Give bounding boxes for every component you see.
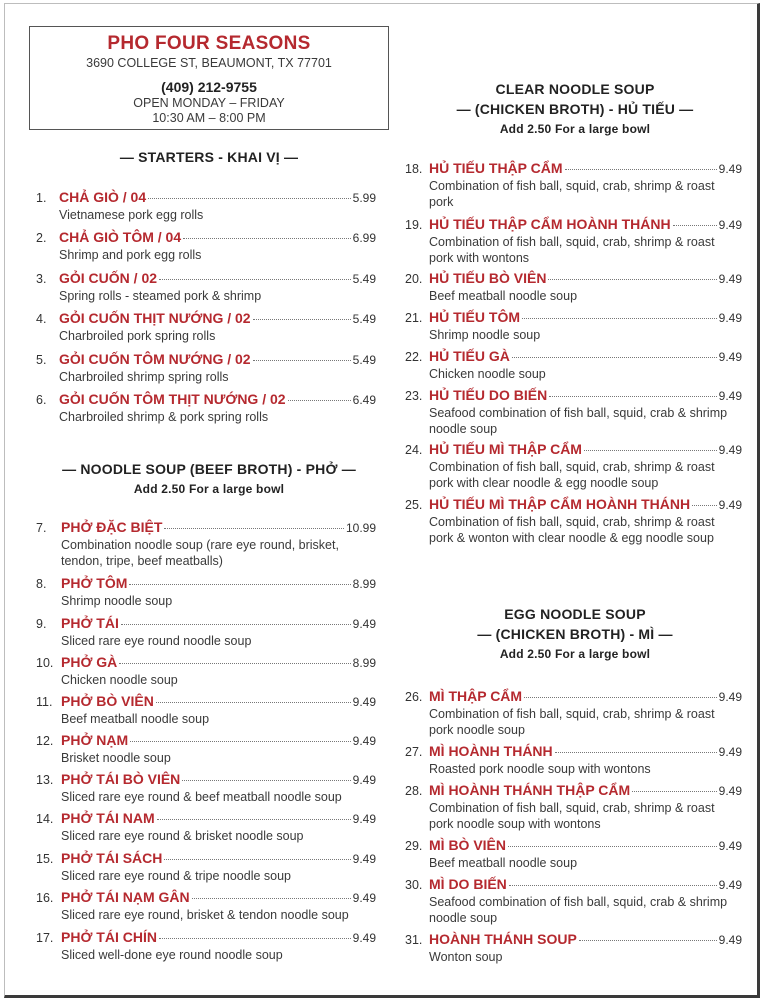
item-price: 5.49 <box>352 312 376 326</box>
item-price: 9.49 <box>718 443 742 457</box>
item-number: 30. <box>405 878 423 892</box>
item-number: 18. <box>405 162 423 176</box>
item-number: 31. <box>405 933 423 947</box>
item-price: 9.49 <box>718 933 742 947</box>
item-description: Charbroiled shrimp spring rolls <box>59 370 229 384</box>
item-price: 9.49 <box>718 878 742 892</box>
item-number: 1. <box>36 191 47 205</box>
item-description: Beef meatball noodle soup <box>429 856 578 870</box>
item-price: 9.49 <box>352 931 376 945</box>
item-title-row <box>61 519 376 535</box>
item-title-row <box>61 771 376 787</box>
item-number: 28. <box>405 784 423 798</box>
dot-leader <box>692 505 717 506</box>
item-description: Combination of fish ball, squid, crab, shrimp & roast pork <box>429 179 715 209</box>
item-name: PHỞ BÒ VIÊN <box>61 693 154 709</box>
item-price: 9.49 <box>718 389 742 403</box>
item-name: CHẢ GIÒ / 04 <box>59 189 147 205</box>
item-title-row <box>429 270 742 286</box>
item-name: PHỞ TÁI <box>61 615 119 631</box>
item-description: Shrimp noodle soup <box>61 594 173 608</box>
dot-leader <box>253 319 351 320</box>
item-name: HỦ TIẾU GÀ <box>429 348 510 364</box>
item-title-row <box>429 309 742 325</box>
item-name: GỎI CUỐN / 02 <box>59 270 158 286</box>
item-title-row <box>61 889 376 905</box>
item-description: Shrimp and pork egg rolls <box>59 248 202 262</box>
item-description: Spring rolls - steamed pork & shrimp <box>59 289 262 303</box>
item-price: 9.49 <box>718 690 742 704</box>
dot-leader <box>129 584 350 585</box>
item-price: 9.49 <box>718 745 742 759</box>
item-name: CHẢ GIÒ TÔM / 04 <box>59 229 182 245</box>
item-number: 23. <box>405 389 423 403</box>
dot-leader <box>182 780 350 781</box>
item-price: 9.49 <box>352 695 376 709</box>
item-title-row <box>429 216 742 232</box>
item-number: 13. <box>36 773 54 787</box>
item-name: PHỞ ĐẶC BIỆT <box>61 519 163 535</box>
dot-leader <box>164 528 344 529</box>
item-price: 5.49 <box>352 272 376 286</box>
item-name: GỎI CUỐN TÔM NƯỚNG / 02 <box>59 351 251 367</box>
item-title-row <box>429 160 742 176</box>
item-price: 9.49 <box>718 839 742 853</box>
item-number: 11. <box>36 695 53 709</box>
item-title-row <box>429 876 742 892</box>
item-description: Combination of fish ball, squid, crab, shrimp & roast pork & wonton with clear noodle & egg noodle soup <box>429 515 715 545</box>
item-description: Combination noodle soup (rare eye round, brisket, tendon, tripe, beef meatballs) <box>61 538 339 568</box>
item-price: 9.49 <box>718 350 742 364</box>
item-title-row <box>59 351 376 367</box>
pho-title: — NOODLE SOUP (BEEF BROTH) - PHỞ — <box>62 461 356 477</box>
item-number: 22. <box>405 350 423 364</box>
item-description: Shrimp noodle soup <box>429 328 541 342</box>
item-price: 9.49 <box>352 617 376 631</box>
pho-section-title <box>29 459 389 499</box>
item-description: Seafood combination of fish ball, squid, crab & shrimp noodle soup <box>429 406 728 436</box>
dot-leader <box>524 697 717 698</box>
dot-leader <box>156 702 351 703</box>
item-name: HỦ TIẾU MÌ THẬP CẨM <box>429 441 582 457</box>
item-description: Combination of fish ball, squid, crab, shrimp & roast pork noodle soup with wontons <box>429 801 715 831</box>
hu-tieu-subtitle: Add 2.50 For a large bowl <box>499 122 651 136</box>
item-description: Seafood combination of fish ball, squid, crab & shrimp noodle soup <box>429 895 728 925</box>
item-title-row <box>61 615 376 631</box>
item-number: 15. <box>36 852 54 866</box>
restaurant-phone: (409) 212-9755 <box>161 79 257 95</box>
item-description: Sliced rare eye round & tripe noodle soup <box>61 869 292 883</box>
item-number: 21. <box>405 311 423 325</box>
item-price: 9.49 <box>718 498 742 512</box>
item-title-row <box>61 575 376 591</box>
dot-leader <box>159 279 351 280</box>
item-title-row <box>61 929 376 945</box>
item-title-row <box>429 441 742 457</box>
item-description: Beef meatball noodle soup <box>429 289 578 303</box>
dot-leader <box>253 360 351 361</box>
item-number: 26. <box>405 690 423 704</box>
item-name: HỦ TIẾU DO BIẾN <box>429 387 548 403</box>
item-description: Sliced rare eye round & beef meatball noodle soup <box>61 790 342 804</box>
item-price: 8.99 <box>352 577 376 591</box>
item-name: MÌ HOÀNH THÁNH <box>429 743 553 759</box>
item-description: Combination of fish ball, squid, crab, shrimp & roast pork with wontons <box>429 235 715 265</box>
item-number: 27. <box>405 745 423 759</box>
item-title-row <box>429 837 742 853</box>
item-number: 10. <box>36 656 54 670</box>
hu-tieu-section-title <box>405 79 745 139</box>
item-price: 9.49 <box>352 812 376 826</box>
dot-leader <box>584 450 717 451</box>
item-number: 6. <box>36 393 47 407</box>
restaurant-name: PHO FOUR SEASONS <box>107 33 311 54</box>
item-name: PHỞ TÁI NAM <box>61 810 155 826</box>
restaurant-address: 3690 COLLEGE ST, BEAUMONT, TX 77701 <box>86 56 332 70</box>
item-price: 9.49 <box>718 218 742 232</box>
dot-leader <box>192 898 351 899</box>
item-name: PHỞ GÀ <box>61 654 118 670</box>
dot-leader <box>565 169 717 170</box>
mi-title-line1: EGG NOODLE SOUP <box>504 606 646 622</box>
item-price: 5.99 <box>352 191 376 205</box>
item-number: 17. <box>36 931 54 945</box>
item-number: 29. <box>405 839 423 853</box>
item-price: 9.49 <box>352 734 376 748</box>
item-description: Charbroiled shrimp & pork spring rolls <box>59 410 269 424</box>
item-number: 4. <box>36 312 47 326</box>
item-name: HỦ TIẾU THẬP CẨM HOÀNH THÁNH <box>429 216 671 232</box>
item-description: Wonton soup <box>429 950 503 964</box>
item-price: 9.49 <box>718 311 742 325</box>
item-number: 2. <box>36 231 47 245</box>
item-title-row <box>429 931 742 947</box>
item-description: Sliced rare eye round, brisket & tendon noodle soup <box>61 908 349 922</box>
item-title-row <box>61 654 376 670</box>
item-price: 6.49 <box>352 393 376 407</box>
item-name: PHỞ TÁI NẠM GÂN <box>61 889 190 905</box>
item-price: 9.49 <box>352 773 376 787</box>
dot-leader <box>632 791 716 792</box>
item-name: PHỞ TÁI CHÍN <box>61 929 157 945</box>
item-number: 19. <box>405 218 423 232</box>
dot-leader <box>130 741 350 742</box>
item-title-row <box>61 850 376 866</box>
open-hours: 10:30 AM – 8:00 PM <box>152 111 266 125</box>
item-name: PHỞ TÁI SÁCH <box>61 850 163 866</box>
item-number: 14. <box>36 812 54 826</box>
item-title-row <box>429 348 742 364</box>
dot-leader <box>522 318 717 319</box>
item-name: PHỞ TÔM <box>61 575 128 591</box>
item-title-row <box>429 782 742 798</box>
item-price: 9.49 <box>352 852 376 866</box>
item-title-row <box>61 732 376 748</box>
item-title-row <box>59 270 376 286</box>
item-description: Sliced rare eye round & brisket noodle soup <box>61 829 304 843</box>
item-title-row <box>61 693 376 709</box>
item-price: 10.99 <box>345 521 376 535</box>
item-name: HỦ TIẾU THẬP CẨM <box>429 160 563 176</box>
item-name: PHỞ TÁI BÒ VIÊN <box>61 771 181 787</box>
item-price: 9.49 <box>352 891 376 905</box>
item-name: MÌ BÒ VIÊN <box>429 837 507 853</box>
item-title-row <box>59 229 376 245</box>
item-name: HỦ TIẾU TÔM <box>429 309 520 325</box>
item-description: Chicken noodle soup <box>429 367 546 381</box>
dot-leader <box>548 279 716 280</box>
item-title-row <box>429 496 742 512</box>
starters-section-title: — STARTERS - KHAI VỊ — <box>119 149 299 165</box>
dot-leader <box>183 238 351 239</box>
item-name: GỎI CUỐN THỊT NƯỚNG / 02 <box>59 310 251 326</box>
item-description: Combination of fish ball, squid, crab, shrimp & roast pork with clear noodle & egg noodle soup <box>429 460 715 490</box>
item-title-row <box>61 810 376 826</box>
open-days: OPEN MONDAY – FRIDAY <box>133 96 285 110</box>
item-name: HỦ TIẾU MÌ THẬP CẨM HOÀNH THÁNH <box>429 496 691 512</box>
item-description: Combination of fish ball, squid, crab, shrimp & roast pork noodle soup <box>429 707 715 737</box>
dot-leader <box>673 225 717 226</box>
dot-leader <box>159 938 351 939</box>
item-description: Brisket noodle soup <box>61 751 171 765</box>
item-title-row <box>429 688 742 704</box>
item-name: MÌ HOÀNH THÁNH THẬP CẨM <box>429 782 631 798</box>
item-title-row <box>59 310 376 326</box>
dot-leader <box>555 752 717 753</box>
dot-leader <box>157 819 351 820</box>
item-price: 9.49 <box>718 162 742 176</box>
dot-leader <box>579 940 717 941</box>
item-description: Sliced well-done eye round noodle soup <box>61 948 283 962</box>
item-number: 5. <box>36 353 47 367</box>
item-price: 9.49 <box>718 784 742 798</box>
restaurant-header <box>29 26 389 130</box>
mi-title-line2: — (CHICKEN BROTH) - MÌ — <box>477 626 673 642</box>
item-name: HỦ TIẾU BÒ VIÊN <box>429 270 547 286</box>
item-number: 25. <box>405 498 423 512</box>
item-description: Chicken noodle soup <box>61 673 178 687</box>
item-number: 24. <box>405 443 423 457</box>
item-price: 8.99 <box>352 656 376 670</box>
dot-leader <box>121 624 351 625</box>
hu-tieu-title-line2: — (CHICKEN BROTH) - HỦ TIẾU — <box>456 101 694 117</box>
item-number: 9. <box>36 617 47 631</box>
item-name: HOÀNH THÁNH SOUP <box>429 931 577 947</box>
pho-subtitle: Add 2.50 For a large bowl <box>133 482 285 496</box>
item-name: MÌ DO BIẾN <box>429 876 507 892</box>
mi-subtitle: Add 2.50 For a large bowl <box>499 647 651 661</box>
dot-leader <box>509 885 717 886</box>
item-price: 6.99 <box>352 231 376 245</box>
item-name: PHỞ NẠM <box>61 732 129 748</box>
item-number: 12. <box>36 734 54 748</box>
item-description: Vietnamese pork egg rolls <box>59 208 204 222</box>
dot-leader <box>164 859 350 860</box>
item-number: 8. <box>36 577 47 591</box>
item-price: 9.49 <box>718 272 742 286</box>
item-description: Charbroiled pork spring rolls <box>59 329 216 343</box>
item-number: 20. <box>405 272 423 286</box>
dot-leader <box>288 400 351 401</box>
item-title-row <box>59 391 376 407</box>
item-number: 3. <box>36 272 47 286</box>
item-title-row <box>429 743 742 759</box>
item-title-row <box>429 387 742 403</box>
mi-section-title <box>405 604 745 664</box>
item-price: 5.49 <box>352 353 376 367</box>
dot-leader <box>119 663 350 664</box>
item-number: 7. <box>36 521 47 535</box>
item-name: MÌ THẬP CẨM <box>429 688 523 704</box>
item-number: 16. <box>36 891 54 905</box>
item-description: Roasted pork noodle soup with wontons <box>429 762 651 776</box>
dot-leader <box>508 846 717 847</box>
item-description: Sliced rare eye round noodle soup <box>61 634 252 648</box>
dot-leader <box>512 357 717 358</box>
item-name: GỎI CUỐN TÔM THỊT NƯỚNG / 02 <box>59 391 286 407</box>
hu-tieu-title-line1: CLEAR NOODLE SOUP <box>495 81 655 97</box>
item-description: Beef meatball noodle soup <box>61 712 210 726</box>
item-title-row <box>59 189 376 205</box>
dot-leader <box>549 396 716 397</box>
dot-leader <box>148 198 351 199</box>
